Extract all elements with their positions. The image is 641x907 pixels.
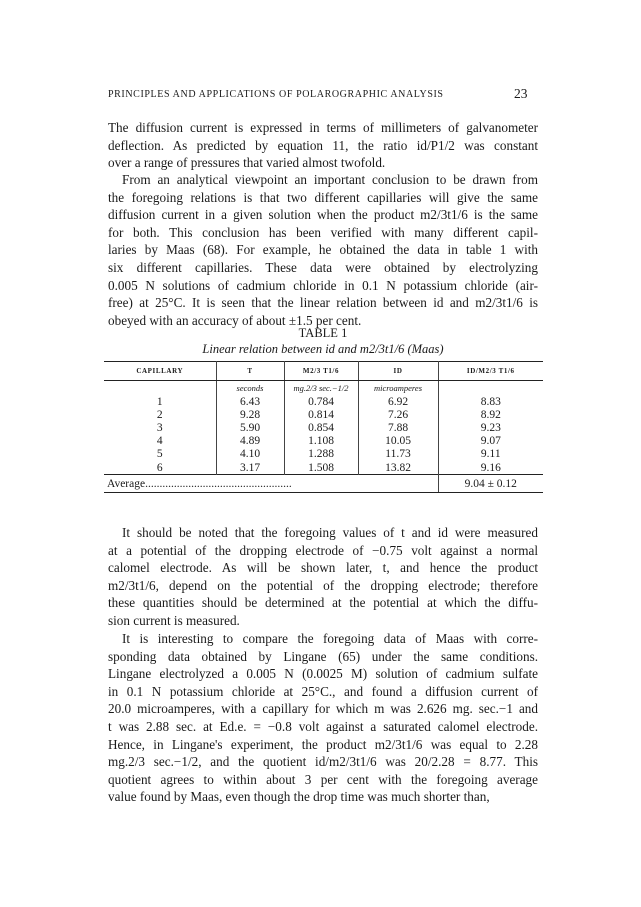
table-cell: 13.82	[358, 461, 438, 475]
text-line: sion current is measured.	[108, 612, 240, 628]
text-line: From an analytical viewpoint an important conclusion to be drawn from	[122, 172, 538, 187]
text-line: over a range of pressures that varied almost twofold.	[108, 155, 386, 171]
text-line: in 0.1 N potassium chloride at 25°C., and found a diffusion current of	[108, 683, 538, 699]
table-row	[104, 395, 543, 408]
text-line: quotient agrees to within about 3 per cent with the foregoing average	[108, 771, 538, 787]
unit-cell: mg.2/3 sec.−1/2	[284, 381, 358, 396]
table-cell: 6.92	[358, 395, 438, 408]
text-line: Lingane electrolyzed a 0.005 N (0.0025 M) solution of cadmium sulfate	[108, 666, 538, 682]
table-cell: 3	[104, 421, 216, 434]
table-cell: 1.508	[284, 461, 358, 475]
table-cell: 10.05	[358, 435, 438, 448]
unit-cell: microamperes	[358, 381, 438, 396]
text-line: The diffusion current is expressed in terms of millimeters of galvanometer	[108, 120, 538, 135]
table-cell: 7.88	[358, 421, 438, 434]
table-cell: 11.73	[358, 448, 438, 461]
table-cell: 9.28	[216, 408, 284, 421]
paragraph-1	[108, 119, 538, 172]
table-cell: 8.92	[480, 408, 501, 421]
header-m-t: M2/3 T1/6	[284, 362, 358, 381]
table-cell: 4.89	[216, 435, 284, 448]
table-caption: Linear relation between id and m2/3t1/6 (Maas)	[202, 342, 444, 356]
text-line: free) at 25°C. It is seen that the linear relation between id and m2/3t1/6 is	[108, 295, 538, 311]
average-label: Average...................................................	[104, 475, 438, 493]
table-cell: 1.288	[284, 448, 358, 461]
table-cell: 9.23	[480, 421, 501, 434]
table-cell: 9.11	[480, 448, 501, 461]
table-units-row	[104, 381, 543, 396]
paragraph-2	[108, 171, 538, 329]
table-row	[104, 448, 543, 461]
running-head: PRINCIPLES AND APPLICATIONS OF POLAROGRAPHIC ANALYSIS	[108, 89, 444, 100]
table-cell: 7.26	[358, 408, 438, 421]
data-table	[104, 361, 543, 493]
text-line: mg.2/3 sec.−1/2, and the quotient id/m2/3t1/6 was 20/2.28 = 8.77. This	[108, 754, 538, 770]
text-line: the foregoing relations is that two different capillaries will give the same	[108, 189, 538, 205]
text-line: 0.005 N solutions of cadmium chloride in 0.1 N potassium chloride (air-	[108, 277, 538, 293]
table-title: TABLE 1	[298, 326, 348, 340]
unit-cell: seconds	[216, 381, 284, 396]
unit-cell	[438, 381, 543, 396]
paragraph-3	[108, 524, 538, 630]
table-cell: 0.854	[284, 421, 358, 434]
header-ratio: ID/M2/3 T1/6	[438, 362, 543, 381]
table-cell: 9.16	[480, 461, 501, 474]
table-row	[104, 435, 543, 448]
text-line: laries by Maas (68). For example, he obtained the data in table 1 with	[108, 242, 538, 258]
text-line: obeyed with an accuracy of about ±1.5 per cent.	[108, 312, 362, 328]
table-cell: 0.814	[284, 408, 358, 421]
text-line: 20.0 microamperes, with a capillary for which m was 2.626 mg. sec.−1 and	[108, 701, 538, 717]
text-line: m2/3t1/6, depend on the potential of the dropping electrode; therefore	[108, 577, 538, 593]
text-line: value found by Maas, even though the drop time was much shorter than,	[108, 789, 490, 805]
text-line: Hence, in Lingane's experiment, the product m2/3t1/6 was equal to 2.28	[108, 736, 538, 752]
table-row	[104, 461, 543, 475]
table-cell: 9.07	[480, 435, 501, 448]
average-value: 9.04 ± 0.12	[438, 475, 543, 493]
table-cell: 3.17	[216, 461, 284, 475]
header-id: ID	[358, 362, 438, 381]
table-average-row	[104, 475, 543, 493]
text-line: diffusion current in a given solution when the product m2/3t1/6 is the same	[108, 207, 538, 223]
text-line: deflection. As predicted by equation 11, the ratio id/P1/2 was constant	[108, 137, 538, 153]
unit-cell	[104, 381, 216, 396]
table-cell: 1	[104, 395, 216, 408]
table-cell: 0.784	[284, 395, 358, 408]
text-line: It is interesting to compare the foregoing data of Maas with corre-	[122, 631, 538, 646]
table-cell: 4	[104, 435, 216, 448]
table-cell: 5.90	[216, 421, 284, 434]
text-line: six different capillaries. These data were obtained by electrolyzing	[108, 259, 538, 275]
table-cell: 5	[104, 448, 216, 461]
text-line: these quantities should be determined at the potential at which the diffu-	[108, 595, 538, 611]
table-cell: 6	[104, 461, 216, 475]
table-row	[104, 408, 543, 421]
text-line: at a potential of the dropping electrode of −0.75 volt against a normal	[108, 542, 538, 558]
text-line: sponding data obtained by Lingane (65) under the same conditions.	[108, 648, 538, 664]
table-cell: 2	[104, 408, 216, 421]
table-cell: 1.108	[284, 435, 358, 448]
text-line: for both. This conclusion has been verified with many different capil-	[108, 224, 538, 240]
table-row	[104, 421, 543, 434]
text-line: calomel electrode. As will be shown later, t, and hence the product	[108, 560, 538, 576]
header-capillary: CAPILLARY	[104, 362, 216, 381]
table-cell: 8.83	[480, 395, 501, 408]
text-line: t was 2.88 sec. at Ed.e. = −0.8 volt against a saturated calomel electrode.	[108, 718, 538, 734]
paragraph-4	[108, 630, 538, 806]
header-t: T	[216, 362, 284, 381]
table-cell: 6.43	[216, 395, 284, 408]
page-number: 23	[514, 86, 528, 101]
text-line: It should be noted that the foregoing values of t and id were measured	[122, 525, 538, 540]
table-header-row	[104, 362, 543, 381]
table-cell: 4.10	[216, 448, 284, 461]
